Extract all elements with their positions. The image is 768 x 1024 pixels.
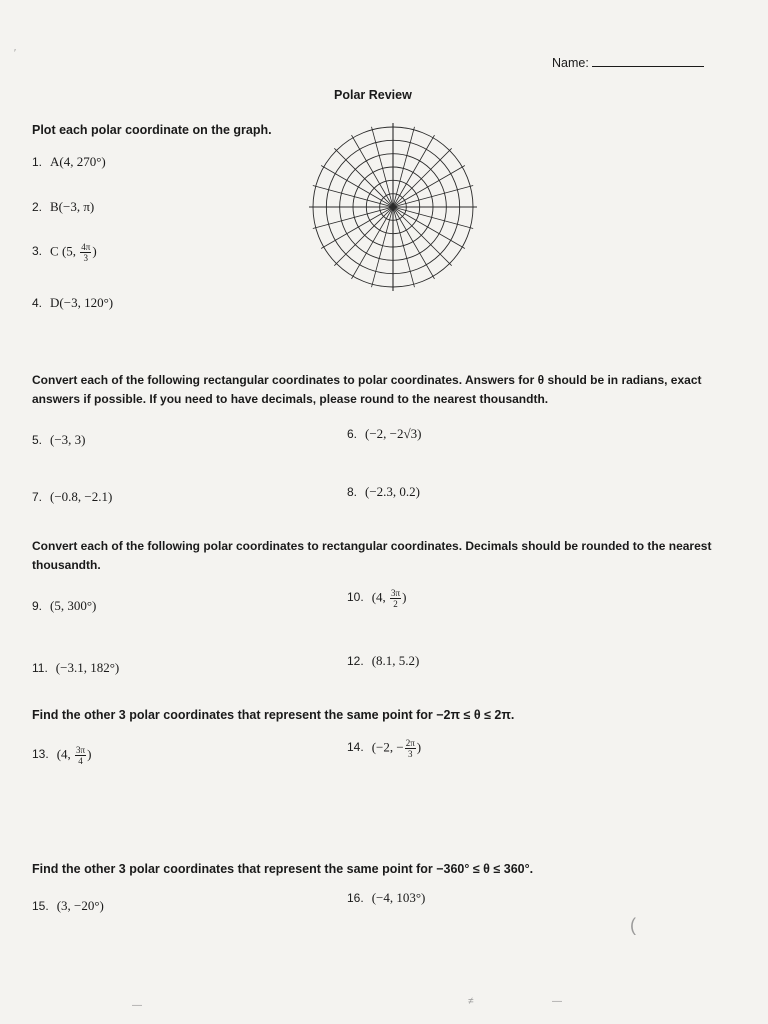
problem-number: 12. — [347, 654, 364, 668]
problem-expression-open: (4, — [371, 589, 390, 605]
problem-expression-close: ) — [92, 243, 97, 259]
problem-expression: (8.1, 5.2) — [371, 653, 420, 668]
problem-16 — [347, 890, 425, 906]
fraction-denominator: 4 — [78, 756, 83, 766]
problem-number: 9. — [32, 599, 43, 613]
problem-expression: (−4, 103°) — [371, 890, 426, 905]
fraction — [80, 242, 91, 263]
fraction-denominator: 2 — [393, 599, 398, 609]
fraction-numerator: 2π — [405, 738, 415, 748]
name-blank-line[interactable] — [592, 54, 704, 67]
polar-graph — [308, 118, 478, 296]
problem-number: 5. — [32, 433, 43, 447]
fraction — [75, 745, 86, 766]
scan-mark: ≠ — [468, 996, 474, 1007]
section4-instructions: Find the other 3 polar coordinates that represent the same point for −2π ≤ θ ≤ 2π. — [32, 708, 515, 722]
problem-15 — [32, 898, 104, 914]
problem-5 — [32, 432, 86, 448]
fraction-numerator: 3π — [391, 588, 401, 598]
problem-3 — [32, 242, 97, 263]
fraction — [405, 738, 416, 759]
problem-expression-open: (4, — [56, 746, 75, 762]
problem-8 — [347, 484, 420, 500]
problem-number: 2. — [32, 200, 43, 214]
section2-instructions: Convert each of the following rectangular coordinates to polar coordinates. Answers for θ should be in radians, exact answers if possible. If you need to have decimals, please round to the nearest thousandth. — [32, 373, 702, 406]
problem-10 — [347, 588, 406, 609]
section1-instructions: Plot each polar coordinate on the graph. — [32, 123, 272, 137]
problem-expression-open: (−2, − — [371, 739, 404, 755]
fraction — [390, 588, 401, 609]
problem-6 — [347, 426, 421, 442]
section3-instructions: Convert each of the following polar coordinates to rectangular coordinates. Decimals should be rounded to the nearest thousandth. — [32, 539, 712, 572]
fraction-denominator: 3 — [83, 253, 89, 263]
point-label: C — [50, 243, 59, 259]
problem-number: 1. — [32, 155, 43, 169]
problem-expression-close: ) — [402, 589, 407, 605]
polar-ray — [321, 166, 393, 208]
problem-expression: D(−3, 120°) — [50, 295, 114, 310]
problem-1 — [32, 154, 106, 170]
polar-ray — [393, 135, 435, 207]
problem-12 — [347, 653, 419, 669]
problem-expression: (−0.8, −2.1) — [50, 489, 113, 504]
problem-expression: B(−3, π) — [50, 199, 95, 214]
problem-number: 4. — [32, 296, 43, 310]
problem-expression: (3, −20°) — [56, 898, 104, 913]
problem-number: 14. — [347, 740, 364, 755]
page-title: Polar Review — [334, 88, 412, 102]
polar-ray — [352, 135, 394, 207]
problem-expression: (−3, 3) — [50, 432, 86, 447]
polar-ray — [334, 148, 393, 207]
fraction-numerator: 4π — [81, 242, 91, 252]
problem-number: 13. — [32, 747, 49, 762]
section5-instructions: Find the other 3 polar coordinates that represent the same point for −360° ≤ θ ≤ 360°. — [32, 862, 534, 876]
problem-14 — [347, 738, 421, 759]
problem-expression-close: ) — [87, 746, 92, 762]
problem-number: 7. — [32, 490, 43, 504]
polar-ray — [393, 207, 452, 266]
problem-expression-open: (5, — [61, 243, 80, 259]
fraction-denominator: 3 — [407, 749, 413, 759]
problem-number: 16. — [347, 891, 364, 905]
fraction-numerator: 3π — [76, 745, 86, 755]
problem-7 — [32, 489, 112, 505]
polar-ray — [321, 207, 393, 249]
problem-number: 6. — [347, 427, 358, 441]
polar-ray — [334, 207, 393, 266]
problem-number: 8. — [347, 485, 358, 499]
problem-expression-close: ) — [416, 739, 422, 755]
problem-number: 10. — [347, 590, 364, 605]
problem-expression: (−2, −2√3) — [365, 426, 422, 441]
problem-expression: (5, 300°) — [50, 598, 97, 613]
problem-9 — [32, 598, 96, 614]
name-field[interactable] — [552, 54, 704, 70]
polar-ray — [393, 207, 435, 279]
polar-ray — [393, 166, 465, 208]
name-label: Name: — [552, 56, 589, 70]
problem-13 — [32, 745, 91, 766]
scan-mark: ′ — [14, 48, 16, 59]
problem-expression: (−2.3, 0.2) — [365, 484, 421, 499]
scan-mark: — — [552, 996, 562, 1007]
problem-2 — [32, 199, 94, 215]
problem-expression: (−3.1, 182°) — [55, 660, 120, 675]
problem-4 — [32, 295, 113, 311]
polar-grid — [309, 123, 477, 291]
polar-ray — [393, 207, 465, 249]
scan-mark: ( — [630, 915, 636, 935]
problem-11 — [32, 660, 119, 676]
problem-number: 3. — [32, 244, 43, 259]
polar-ray — [352, 207, 394, 279]
problem-expression: A(4, 270°) — [50, 154, 106, 169]
problem-number: 15. — [32, 899, 49, 913]
problem-number: 11. — [32, 661, 48, 675]
scan-mark: — — [132, 1000, 142, 1011]
polar-ray — [393, 148, 452, 207]
